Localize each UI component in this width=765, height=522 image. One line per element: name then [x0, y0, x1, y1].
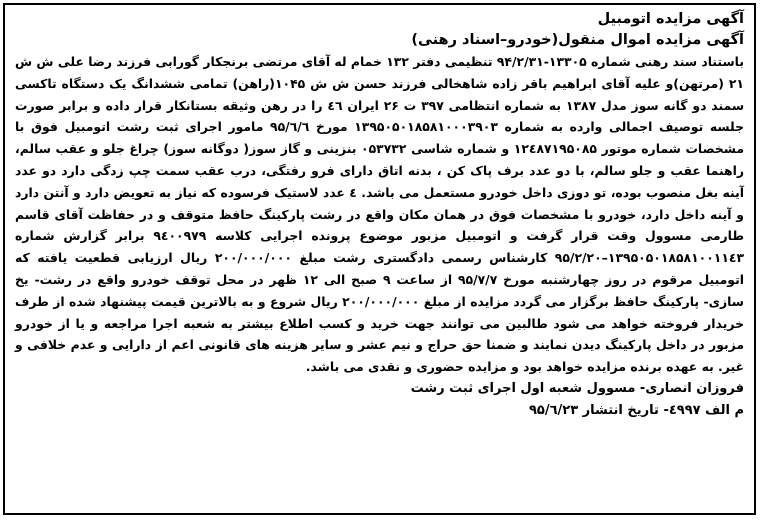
notice-footer: م الف ٤۹۹۷- تاریخ انتشار ۹۵/٦/۲۳ — [528, 402, 744, 418]
notice-title: آگهی مزایده اتومبیل — [597, 11, 744, 27]
notice-subtitle: آگهی مزایده اموال منقول(خودرو–اسناد رهنی) — [411, 32, 744, 48]
auction-notice — [3, 3, 756, 515]
notice-signature: فروزان انصاری- مسوول شعبه اول اجرای ثبت رشت — [410, 380, 744, 396]
notice-body: باستناد سند رهنی شماره ۱۳۳۰۵-۹۴/۲/۳۱ تنظیمی دفتر ۱۳۲ خمام له آقای مرتضی برنجکار گورابی فرزند رضا علی ش ش ۲۱ (مرتهن)و علیه آقای ابراهیم باقر زاده شاهخالی فرزند حسن ش ش ۱۰۴۵(راهن) تمامی ششدانگ یک دستگاه تاکسی سمند دو گانه سوز مدل ۱۳۸۷ به شماره انتظامی ۳۹۷ ت ۲۶ ایران ٤٦ را در رهن وثیقه بستانکار قرار داده و برابر صورت جلسه توصیف اجمالی وارده به شماره ۱۳۹۵۰۵۰۱۸۵۸۱۰۰۰۳۹۰۳ مورخ ۹۵/٦/٦ مامور اجرای ثبت رشت اتومبیل فوق با مشخصات شماره موتور ۱۲٤۸۷۱۹۵۰۸۵ و شماره شاسی ۰۵۳۷۳۲ بنزینی و گاز سوز( دوگانه سوز) چراغ جلو و عقب سالم، راهنما عقب و جلو سالم، با دو عدد برف پاک کن ، بدنه اتاق دارای فرو رفتگی، درب عقب سمت چپ زدگی دارد دو عدد آینه بغل منصوب بوده، تو دوزی داخل خودرو مستعمل می باشد. ٤ عدد لاستیک فرسوده که نیاز به تعویض دارد و آنتن دارد و آینه داخل دارد، خودرو با مشخصات فوق در همان مکان واقع در رشت پارکینگ حافظ متوقف و در حفاظت آقای قاسم طارمی مسوول وقت قرار گرفت و اتومبیل مزبور موضوع پرونده اجرایی کلاسه ۹٤۰۰۹۷۹ برابر گزارش شماره ۱۳۹۵۰۵۰۱۸۵۸۱۰۰۱۱٤۳–۹۵/۲/۲۰ کارشناس رسمی دادگستری رشت مبلغ ۲۰۰/۰۰۰/۰۰۰ ریال ارزیابی قطعیت یافته که اتومبیل مرقوم در روز چهارشنبه مورخ ۹۵/۷/۷ از ساعت ۹ صبح الی ۱۲ ظهر در محل توقف خودرو واقع در رشت- یخ سازی- پارکینگ حافظ برگزار می گردد مزایده از مبلغ ۲۰۰/۰۰۰/۰۰۰ ریال شروع و به بالاترین قیمت پیشنهاد شده از طرف خریدار فروخته خواهد می شود طالبین می توانند جهت خرید و کسب اطلاع بیشتر به شعبه اجرا مراجعه و یا از خودرو مزبور در داخل پارکینگ دیدن نمایند و ضمنا حق حراج و نیم عشر و سایر هزینه های قانونی اعم از دارایی و عدم خلافی و غیر. به عهده برنده مزایده خواهد بود و مزایده حضوری و نقدی می باشد. — [15, 54, 745, 375]
